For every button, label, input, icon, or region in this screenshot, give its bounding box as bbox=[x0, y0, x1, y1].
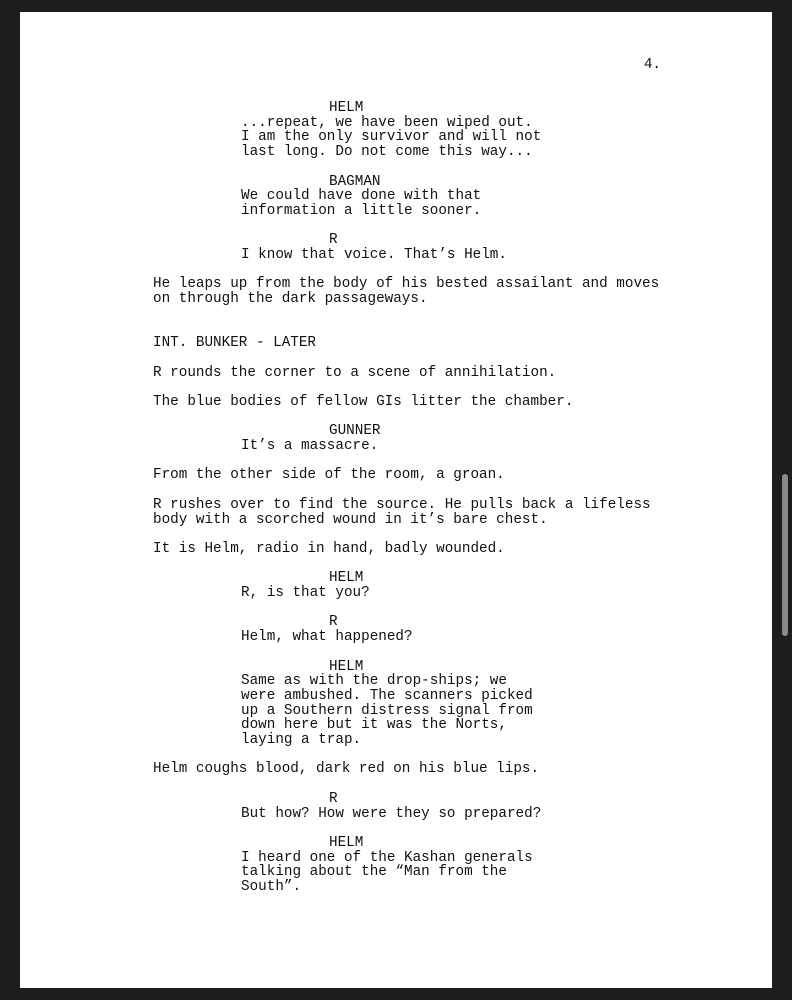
dialogue-block bbox=[153, 101, 673, 160]
dialogue-line: We could have done with that bbox=[241, 188, 482, 205]
action-line: R rushes over to find the source. He pulls back a lifeless bbox=[153, 496, 651, 513]
character-name: R bbox=[329, 790, 338, 807]
dialogue-block bbox=[153, 660, 673, 748]
dialogue-block bbox=[153, 175, 673, 219]
dialogue-block bbox=[153, 233, 673, 262]
dialogue-line: were ambushed. The scanners picked bbox=[241, 687, 533, 704]
dialogue-block bbox=[153, 836, 673, 895]
action-block bbox=[153, 542, 673, 557]
dialogue-line: talking about the “Man from the bbox=[241, 864, 507, 881]
action-line: R rounds the corner to a scene of annihilation. bbox=[153, 364, 557, 381]
character-name: HELM bbox=[329, 100, 364, 116]
action-line: From the other side of the room, a groan. bbox=[153, 467, 505, 484]
dialogue-line: I heard one of the Kashan generals bbox=[241, 849, 533, 866]
dialogue-line: I know that voice. That’s Helm. bbox=[241, 247, 507, 263]
character-name: GUNNER bbox=[329, 423, 381, 440]
action-line: Helm coughs blood, dark red on his blue lips. bbox=[153, 761, 540, 778]
character-name: HELM bbox=[329, 834, 364, 851]
dialogue-line: But how? How were they so prepared? bbox=[241, 805, 542, 822]
character-name: HELM bbox=[329, 658, 364, 675]
action-block bbox=[153, 395, 673, 410]
dialogue-line: R, is that you? bbox=[241, 585, 370, 602]
action-line: The blue bodies of fellow GIs litter the chamber. bbox=[153, 393, 574, 410]
character-name: BAGMAN bbox=[329, 173, 381, 190]
action-block bbox=[153, 277, 673, 306]
dialogue-line: South”. bbox=[241, 879, 302, 895]
dialogue-line: I am the only survivor and will not bbox=[241, 129, 542, 146]
action-block bbox=[153, 762, 673, 777]
dialogue-block bbox=[153, 792, 673, 821]
dialogue-line: laying a trap. bbox=[241, 732, 362, 749]
script-body bbox=[153, 101, 673, 909]
dialogue-line: Same as with the drop-ships; we bbox=[241, 673, 507, 690]
dialogue-line: up a Southern distress signal from bbox=[241, 702, 533, 719]
dialogue-block bbox=[153, 571, 673, 600]
script-page bbox=[20, 12, 772, 988]
vertical-scrollbar[interactable] bbox=[782, 474, 788, 636]
dialogue-line: ...repeat, we have been wiped out. bbox=[241, 114, 533, 131]
dialogue-block bbox=[153, 615, 673, 644]
dialogue-line: It’s a massacre. bbox=[241, 438, 379, 455]
action-line: on through the dark passageways. bbox=[153, 291, 428, 308]
dialogue-line: last long. Do not come this way... bbox=[241, 144, 533, 161]
page-number: 4. bbox=[643, 57, 661, 73]
action-block bbox=[153, 498, 673, 527]
dialogue-line: down here but it was the Norts, bbox=[241, 717, 507, 734]
dialogue-block bbox=[153, 424, 673, 453]
dialogue-line: information a little sooner. bbox=[241, 202, 482, 219]
scene-heading: INT. BUNKER - LATER bbox=[153, 335, 317, 352]
character-name: R bbox=[329, 232, 338, 249]
action-block bbox=[153, 366, 673, 381]
action-block bbox=[153, 468, 673, 483]
action-line: body with a scorched wound in it’s bare chest. bbox=[153, 511, 548, 528]
character-name: HELM bbox=[329, 570, 364, 587]
action-line: He leaps up from the body of his bested assailant and moves bbox=[153, 276, 660, 293]
dialogue-line: Helm, what happened? bbox=[241, 629, 413, 646]
action-line: It is Helm, radio in hand, badly wounded. bbox=[153, 540, 505, 557]
character-name: R bbox=[329, 614, 338, 631]
